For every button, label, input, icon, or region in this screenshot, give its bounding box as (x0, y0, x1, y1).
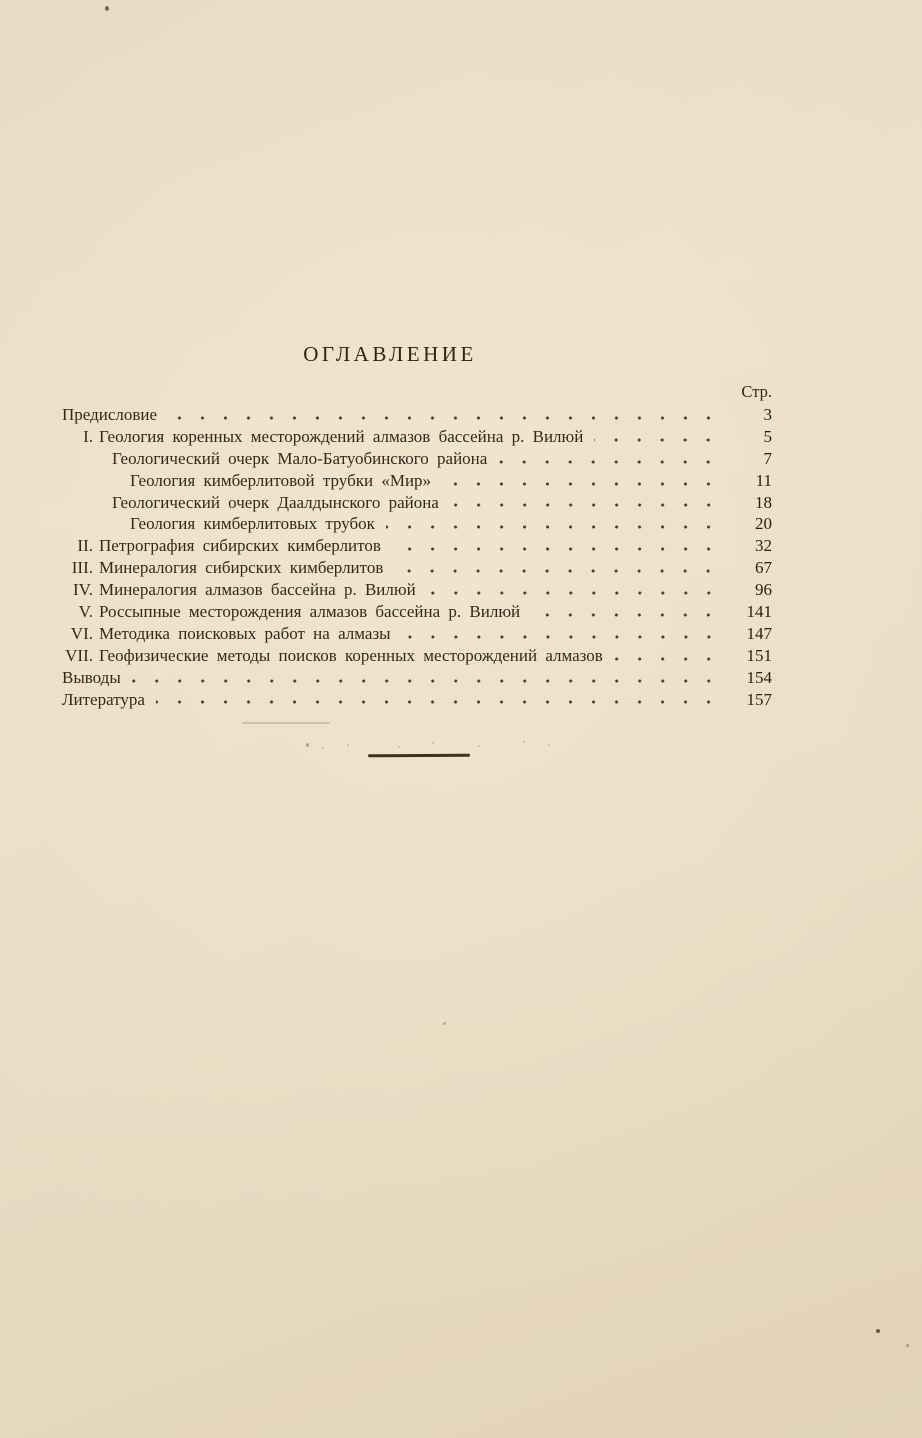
toc-entry-title: Геология коренных месторождений алмазов бассейна р. Вилюй (99, 426, 584, 446)
faint-mark (523, 741, 525, 743)
toc-entry-title: Петрография сибирских кимберлитов (99, 536, 381, 556)
toc-entry-page: 18 (755, 492, 772, 512)
toc-entry-title: Геология кимберлитовой трубки «Мир» (130, 470, 432, 490)
faint-mark (322, 747, 324, 749)
dot-leader (386, 513, 722, 535)
dot-leader (531, 601, 722, 623)
toc-row (62, 513, 772, 535)
toc-entry-page: 157 (746, 689, 772, 709)
dot-leader (392, 535, 722, 557)
dot-leader (427, 579, 722, 601)
toc-row (62, 492, 772, 514)
toc-row (62, 623, 772, 645)
faint-mark (347, 744, 349, 746)
toc-entry-page: 96 (755, 580, 772, 600)
toc-entry-number: VII. (65, 645, 93, 665)
toc-entry-number: V. (78, 602, 93, 622)
toc-entry-title: Геофизические методы поисков коренных месторождений алмазов (99, 645, 603, 665)
toc-entry-title: Геологический очерк Мало-Батуобинского района (112, 448, 488, 468)
faint-smudge (242, 722, 330, 724)
toc-entry-page: 67 (755, 558, 772, 578)
faint-mark (398, 746, 400, 748)
toc-entry-title: Геология кимберлитовых трубок (130, 514, 375, 534)
dot-leader (614, 645, 722, 667)
toc-row (62, 579, 772, 601)
page-column-label: Стр. (741, 382, 772, 401)
toc-row (62, 404, 772, 426)
dot-leader (594, 426, 722, 448)
toc-entry-page: 20 (755, 514, 772, 534)
toc-entry-number: II. (77, 536, 93, 556)
faint-mark (548, 744, 550, 746)
toc-entry-number: III. (71, 558, 93, 578)
toc-entry-page: 3 (763, 405, 772, 424)
dot-leader (132, 667, 722, 689)
toc-entry-title: Россыпные месторождения алмазов бассейна р. Вилюй (99, 602, 521, 622)
toc-entry-page: 32 (755, 536, 772, 556)
toc-entry-title: Минералогия алмазов бассейна р. Вилюй (99, 580, 416, 600)
toc-entry-page: 11 (755, 470, 772, 490)
toc-entry-page: 141 (746, 602, 772, 622)
dot-leader (168, 404, 722, 426)
toc-entry-number: VI. (70, 623, 93, 643)
table-of-contents (62, 404, 772, 710)
paper-speck (105, 6, 109, 11)
dot-leader (394, 557, 722, 579)
toc-row (62, 689, 772, 711)
paper-speck (906, 1344, 909, 1347)
toc-row (62, 426, 772, 448)
toc-entry-title: Предисловие (62, 405, 158, 424)
dot-leader (442, 470, 722, 492)
toc-row (62, 557, 772, 579)
toc-entry-title: Геологический очерк Даалдынского района (112, 492, 439, 512)
faint-mark (306, 743, 309, 747)
toc-row (62, 667, 772, 689)
toc-entry-title: Литература (62, 689, 145, 709)
toc-row (62, 448, 772, 470)
paper-speck (443, 1022, 446, 1025)
toc-entry-page: 151 (746, 645, 772, 665)
toc-entry-page: 5 (763, 426, 772, 446)
toc-entry-page: 147 (746, 623, 772, 643)
toc-entry-number: I. (83, 426, 93, 446)
toc-row (62, 601, 772, 623)
toc-row (62, 535, 772, 557)
toc-entry-page: 7 (763, 448, 772, 468)
paper-speck (876, 1329, 880, 1333)
toc-entry-title: Минералогия сибирских кимберлитов (99, 558, 384, 578)
dot-leader (498, 448, 722, 470)
section-divider-rule (368, 754, 470, 757)
faint-mark (478, 745, 480, 747)
faint-mark (432, 742, 434, 744)
toc-entry-title: Методика поисковых работ на алмазы (99, 623, 391, 643)
page-title: ОГЛАВЛЕНИЕ (303, 342, 477, 366)
dot-leader (156, 689, 722, 711)
toc-row (62, 470, 772, 492)
toc-entry-title: Выводы (62, 667, 121, 687)
toc-row (62, 645, 772, 667)
toc-entry-page: 154 (746, 667, 772, 687)
dot-leader (450, 492, 722, 514)
toc-entry-number: IV. (73, 580, 93, 600)
dot-leader (402, 623, 722, 645)
